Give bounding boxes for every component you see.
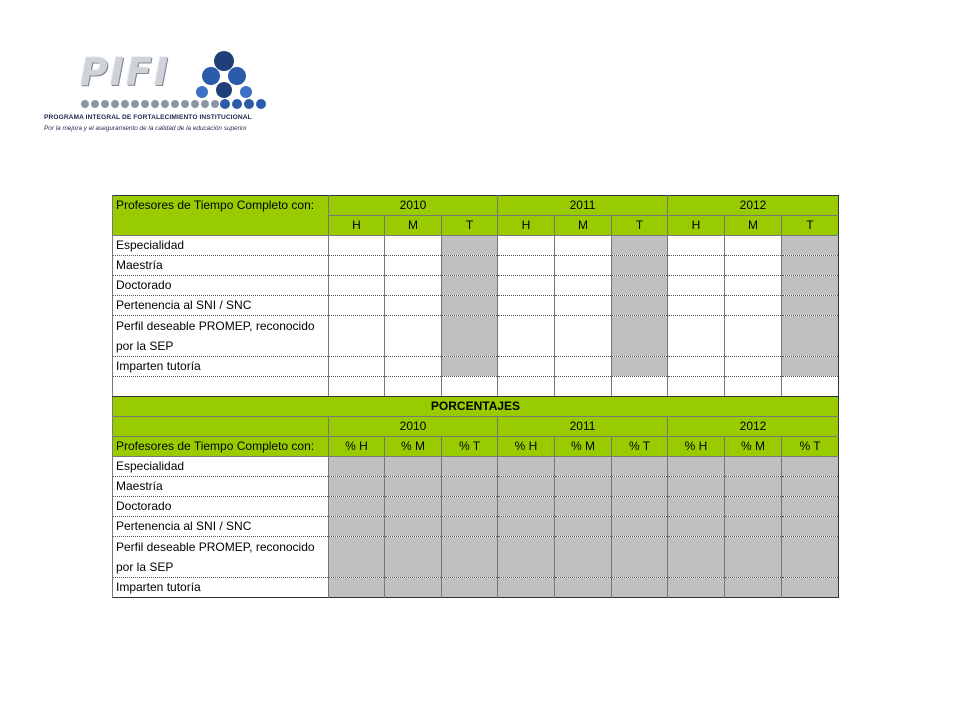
percent-cell xyxy=(385,477,442,497)
percent-cell xyxy=(555,457,612,477)
percent-cell xyxy=(555,578,612,598)
table2-subheader: % H xyxy=(329,437,385,457)
data-cell[interactable] xyxy=(498,296,555,316)
total-cell xyxy=(612,276,668,296)
table2-year-2011: 2011 xyxy=(498,417,668,437)
percent-cell xyxy=(498,537,555,578)
percent-cell xyxy=(385,497,442,517)
table2-subheader: % M xyxy=(555,437,612,457)
total-cell xyxy=(612,236,668,256)
data-cell[interactable] xyxy=(498,276,555,296)
row-label: Especialidad xyxy=(113,457,329,477)
percent-cell xyxy=(442,578,498,598)
percent-cell xyxy=(725,457,782,477)
percent-cell xyxy=(725,477,782,497)
percent-cell xyxy=(498,497,555,517)
table1-subheader: H xyxy=(498,216,555,236)
table1-subheader: T xyxy=(442,216,498,236)
data-cell[interactable] xyxy=(385,296,442,316)
logo-wordmark: PIFI xyxy=(80,50,171,94)
percent-cell xyxy=(725,517,782,537)
total-cell xyxy=(612,296,668,316)
total-cell xyxy=(782,316,839,357)
data-cell[interactable] xyxy=(329,256,385,276)
total-cell xyxy=(782,357,839,377)
percent-cell xyxy=(782,578,839,598)
data-cell[interactable] xyxy=(385,236,442,256)
percent-cell xyxy=(442,517,498,537)
data-cell[interactable] xyxy=(329,236,385,256)
percent-cell xyxy=(668,477,725,497)
table1-year-2012: 2012 xyxy=(668,196,839,216)
percent-cell xyxy=(555,517,612,537)
data-cell[interactable] xyxy=(668,236,725,256)
table2-subheader: % M xyxy=(385,437,442,457)
table1-row xyxy=(113,256,839,276)
table2-subheader: % T xyxy=(782,437,839,457)
percent-cell xyxy=(329,497,385,517)
row-label: Maestría xyxy=(113,256,329,276)
total-cell xyxy=(612,316,668,357)
total-cell xyxy=(782,276,839,296)
table2-year-2012: 2012 xyxy=(668,417,839,437)
percent-cell xyxy=(385,517,442,537)
spacer-cell xyxy=(329,377,385,397)
percent-cell xyxy=(782,517,839,537)
logo-program-name: PROGRAMA INTEGRAL DE FORTALECIMIENTO INSTITUCIONAL xyxy=(44,114,252,121)
total-cell xyxy=(782,236,839,256)
table2-row xyxy=(113,578,839,598)
percent-cell xyxy=(725,497,782,517)
data-cell[interactable] xyxy=(668,256,725,276)
table1-subheader: M xyxy=(385,216,442,236)
table1-year-row xyxy=(113,196,839,216)
spacer-cell xyxy=(555,377,612,397)
percent-cell xyxy=(385,578,442,598)
data-cell[interactable] xyxy=(329,357,385,377)
data-cell[interactable] xyxy=(668,276,725,296)
table1-year-2011: 2011 xyxy=(498,196,668,216)
percent-cell xyxy=(385,457,442,477)
percent-cell xyxy=(329,578,385,598)
percent-cell xyxy=(329,537,385,578)
total-cell xyxy=(442,256,498,276)
percent-cell xyxy=(782,497,839,517)
table2-title-row xyxy=(113,397,839,417)
percent-cell xyxy=(668,497,725,517)
table1-row xyxy=(113,276,839,296)
data-cell[interactable] xyxy=(725,276,782,296)
percent-cell xyxy=(668,517,725,537)
data-cell[interactable] xyxy=(668,316,725,357)
table2-corner-label: Profesores de Tiempo Completo con: xyxy=(113,437,329,457)
total-cell xyxy=(442,296,498,316)
spacer-cell xyxy=(442,377,498,397)
data-cell[interactable] xyxy=(725,236,782,256)
table2-subheader: % T xyxy=(442,437,498,457)
percent-cell xyxy=(498,457,555,477)
percent-cell xyxy=(498,517,555,537)
percent-cell xyxy=(329,457,385,477)
spacer-cell xyxy=(113,377,329,397)
percent-cell xyxy=(329,517,385,537)
percent-cell xyxy=(442,537,498,578)
row-label: Imparten tutoría xyxy=(113,578,329,598)
total-cell xyxy=(612,256,668,276)
table1-subheader: T xyxy=(612,216,668,236)
total-cell xyxy=(442,276,498,296)
logo-dots-icon xyxy=(80,98,266,110)
percent-cell xyxy=(612,578,668,598)
row-label: Perfil deseable PROMEP, reconocido por la SEP xyxy=(113,316,329,357)
data-cell[interactable] xyxy=(498,256,555,276)
data-cell[interactable] xyxy=(498,357,555,377)
row-label: Doctorado xyxy=(113,276,329,296)
percent-cell xyxy=(498,578,555,598)
data-cell[interactable] xyxy=(555,316,612,357)
data-cell[interactable] xyxy=(555,256,612,276)
table1-subheader: T xyxy=(782,216,839,236)
data-cell[interactable] xyxy=(385,256,442,276)
total-cell xyxy=(442,316,498,357)
table2-title: PORCENTAJES xyxy=(113,397,839,417)
data-cell[interactable] xyxy=(385,357,442,377)
spacer-cell xyxy=(498,377,555,397)
data-cell[interactable] xyxy=(668,357,725,377)
percent-cell xyxy=(725,537,782,578)
row-label: Perfil deseable PROMEP, reconocido por la SEP xyxy=(113,537,329,578)
percent-cell xyxy=(782,537,839,578)
percent-cell xyxy=(442,477,498,497)
data-cell[interactable] xyxy=(498,236,555,256)
data-cell[interactable] xyxy=(555,357,612,377)
data-cell[interactable] xyxy=(725,316,782,357)
percent-cell xyxy=(612,457,668,477)
logo-slogan: Por la mejora y el aseguramiento de la calidad de la educación superior xyxy=(44,125,247,132)
table1-row xyxy=(113,236,839,256)
row-label: Pertenencia al SNI / SNC xyxy=(113,296,329,316)
table2-row xyxy=(113,537,839,578)
table1-subheader: M xyxy=(555,216,612,236)
table2-subheader: % H xyxy=(668,437,725,457)
data-cell[interactable] xyxy=(498,316,555,357)
data-cell[interactable] xyxy=(725,256,782,276)
spacer-cell xyxy=(385,377,442,397)
data-cell[interactable] xyxy=(725,296,782,316)
table2-year-2010: 2010 xyxy=(329,417,498,437)
percent-cell xyxy=(782,457,839,477)
table1-row xyxy=(113,316,839,357)
table2-subheader-row xyxy=(113,437,839,457)
percent-cell xyxy=(668,578,725,598)
table2-year-spacer xyxy=(113,417,329,437)
data-cell[interactable] xyxy=(329,276,385,296)
total-cell xyxy=(782,296,839,316)
percent-cell xyxy=(555,477,612,497)
data-cell[interactable] xyxy=(329,296,385,316)
data-cell[interactable] xyxy=(329,316,385,357)
total-cell xyxy=(442,236,498,256)
percent-cell xyxy=(612,537,668,578)
percent-cell xyxy=(668,457,725,477)
total-cell xyxy=(782,256,839,276)
percent-cell xyxy=(612,477,668,497)
data-cell[interactable] xyxy=(668,296,725,316)
percent-cell xyxy=(498,477,555,497)
percent-cell xyxy=(668,537,725,578)
spacer-cell xyxy=(668,377,725,397)
table2-row xyxy=(113,457,839,477)
table1-subheader: H xyxy=(329,216,385,236)
data-cell[interactable] xyxy=(725,357,782,377)
data-cell[interactable] xyxy=(385,276,442,296)
table1-year-2010: 2010 xyxy=(329,196,498,216)
spacer-cell xyxy=(612,377,668,397)
data-cell[interactable] xyxy=(555,296,612,316)
percent-cell xyxy=(782,477,839,497)
table1-row xyxy=(113,357,839,377)
table2-row xyxy=(113,497,839,517)
spacer-cell xyxy=(782,377,839,397)
row-label: Maestría xyxy=(113,477,329,497)
percent-cell xyxy=(725,578,782,598)
percent-cell xyxy=(442,457,498,477)
ptc-table xyxy=(112,195,839,598)
logo-spheres-icon xyxy=(194,48,254,100)
table1-subheader: M xyxy=(725,216,782,236)
percent-cell xyxy=(612,497,668,517)
spacer-cell xyxy=(725,377,782,397)
data-cell[interactable] xyxy=(555,276,612,296)
pifi-logo xyxy=(44,48,264,140)
percent-cell xyxy=(442,497,498,517)
table2-subheader: % T xyxy=(612,437,668,457)
table2-year-row xyxy=(113,417,839,437)
spacer-row xyxy=(113,377,839,397)
row-label: Pertenencia al SNI / SNC xyxy=(113,517,329,537)
percent-cell xyxy=(555,497,612,517)
percent-cell xyxy=(385,537,442,578)
row-label: Doctorado xyxy=(113,497,329,517)
percent-cell xyxy=(612,517,668,537)
data-cell[interactable] xyxy=(555,236,612,256)
total-cell xyxy=(612,357,668,377)
percent-cell xyxy=(329,477,385,497)
table2-row xyxy=(113,517,839,537)
data-cell[interactable] xyxy=(385,316,442,357)
table1-row xyxy=(113,296,839,316)
table2-subheader: % M xyxy=(725,437,782,457)
table1-subheader: H xyxy=(668,216,725,236)
row-label: Imparten tutoría xyxy=(113,357,329,377)
table1-corner-label: Profesores de Tiempo Completo con: xyxy=(113,196,329,236)
total-cell xyxy=(442,357,498,377)
percent-cell xyxy=(555,537,612,578)
table2-row xyxy=(113,477,839,497)
table2-subheader: % H xyxy=(498,437,555,457)
row-label: Especialidad xyxy=(113,236,329,256)
